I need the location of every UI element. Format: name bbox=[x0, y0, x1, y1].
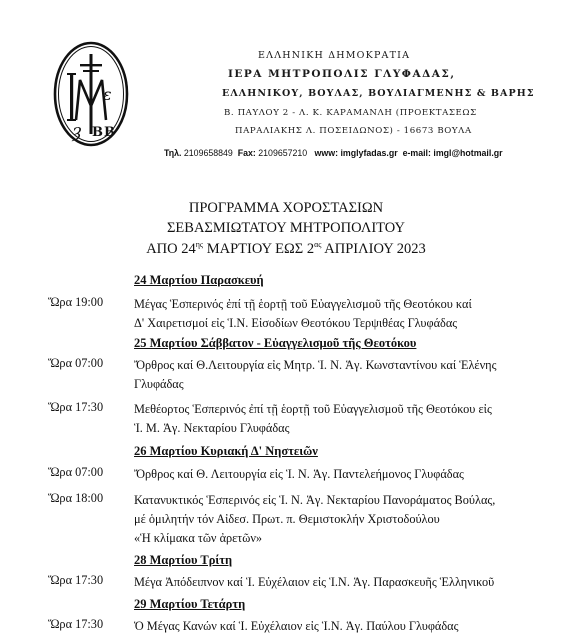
email-link[interactable]: imgl@hotmail.gr bbox=[433, 148, 503, 158]
event-description-line: μέ ὁμιλητήν τόν Αἰδεσ. Πρωτ. π. Θεμιστοκλήν Χριστοδούλου bbox=[134, 512, 440, 526]
event-description-line: Κατανυκτικός Ἑσπερινός εἰς Ἱ. Ν. Ἁγ. Νεκταρίου Πανοράματος Βούλας, bbox=[134, 493, 496, 507]
event-time: Ὥρα 17:30 bbox=[48, 617, 104, 631]
title-line-1: ΠΡΟΓΡΑΜΜΑ ΧΟΡΟΣΤΑΣΙΩΝ bbox=[188, 200, 384, 216]
event-description bbox=[134, 356, 564, 394]
event-description bbox=[134, 491, 564, 548]
fax-label: Fax: bbox=[237, 148, 256, 158]
svg-text:B: B bbox=[92, 125, 103, 140]
header-metropolis: ΙΕΡΑ ΜΗΤΡΟΠΟΛΙΣ ΓΛΥΦΑΔΑΣ, bbox=[228, 68, 456, 80]
event-description-line: «Ἡ κλίμακα τῶν ἀρετῶν» bbox=[134, 531, 263, 545]
www-label: www: bbox=[314, 148, 339, 158]
event-description bbox=[134, 617, 564, 636]
header-areas: ΕΛΛΗΝΙΚΟΥ, ΒΟΥΛΑΣ, ΒΟΥΛΙΑΓΜΕΝΗΣ & ΒΑΡΗΣ bbox=[222, 88, 535, 99]
event-description-line: Ἱ. Μ. Ἁγ. Νεκταρίου Γλυφάδας bbox=[134, 421, 290, 435]
svg-text:ε: ε bbox=[103, 85, 112, 104]
cross-monogram-logo-icon bbox=[52, 40, 130, 148]
schedule-day-heading: 28 Μαρτίου Τρίτη bbox=[134, 553, 233, 567]
title-line-2: ΣΕΒΑΣΜΙΩΤΑΤΟΥ ΜΗΤΡΟΠΟΛΙΤΟΥ bbox=[166, 220, 406, 236]
tel-label: Τηλ. bbox=[164, 148, 182, 158]
event-description bbox=[134, 465, 564, 484]
schedule-day-heading: 24 Μαρτίου Παρασκευή bbox=[134, 273, 264, 287]
header-address-2: ΠΑΡΑΛΙΑΚΗΣ Λ. ΠΟΣΕΙΔΩΝΟΣ) - 16673 ΒΟΥΛΑ bbox=[235, 126, 472, 136]
event-time: Ὥρα 07:00 bbox=[48, 465, 104, 479]
event-description-line: Μεθέορτος Ἑσπερινός ἐπί τῇ ἑορτῇ τοῦ Εὐαγγελισμοῦ τῆς Θεοτόκου εἰς bbox=[134, 402, 492, 416]
event-time: Ὥρα 19:00 bbox=[48, 295, 104, 309]
event-description-line: Ὄρθρος καί Θ. Λειτουργία εἰς Ἱ. Ν. Ἁγ. Παντελεήμονος Γλυφάδας bbox=[134, 467, 464, 481]
event-description bbox=[134, 295, 564, 333]
event-description-line: Ὁ Μέγας Κανών καί Ἱ. Εὐχέλαιον εἰς Ἱ.Ν. Ἁγ. Παύλου Γλυφάδας bbox=[134, 619, 459, 633]
schedule-day-heading: 29 Μαρτίου Τετάρτη bbox=[134, 597, 246, 611]
email-label: e-mail: bbox=[402, 148, 431, 158]
event-description-line: Μέγα Ἀπόδειπνον καί Ἱ. Εὐχέλαιον εἰς Ἱ.Ν. Ἁγ. Παρασκευῆς Ἑλληνικοῦ bbox=[134, 575, 495, 589]
event-time: Ὥρα 07:00 bbox=[48, 356, 104, 370]
event-description-line: Ὄρθρος καί Θ.Λειτουργία εἰς Μητρ. Ἱ. Ν. Ἁγ. Κωνσταντίνου καί Ἑλένης bbox=[134, 358, 497, 372]
svg-text:B: B bbox=[104, 125, 115, 140]
tel-value: 2109658849 bbox=[183, 148, 233, 158]
contact-line bbox=[164, 148, 503, 158]
fax-value: 2109657210 bbox=[258, 148, 308, 158]
event-description bbox=[134, 400, 564, 438]
header-country: ΕΛΛΗΝΙΚΗ ΔΗΜΟΚΡΑΤΙΑ bbox=[258, 50, 411, 61]
event-description-line: Γλυφάδας bbox=[134, 377, 184, 391]
schedule-day-heading: 25 Μαρτίου Σάββατον - Εὐαγγελισμοῦ τῆς Θεοτόκου bbox=[134, 336, 417, 350]
schedule-day-heading: 26 Μαρτίου Κυριακή Δ' Νηστειῶν bbox=[134, 444, 318, 458]
event-time: Ὥρα 17:30 bbox=[48, 400, 104, 414]
title-line-3: ΑΠΟ $24^{\eta\varsigma}$ ΜΑΡΤΙΟΥ ΕΩΣ $2^{\alpha\varsigma}$ ΑΠΡΙΛΙΟΥ 2023 bbox=[146, 240, 426, 257]
event-time: Ὥρα 18:00 bbox=[48, 491, 104, 505]
event-description-line: Μέγας Ἑσπερινός ἐπί τῇ ἑορτῇ τοῦ Εὐαγγελισμοῦ τῆς Θεοτόκου καί bbox=[134, 297, 472, 311]
www-link[interactable]: imglyfadas.gr bbox=[340, 148, 398, 158]
event-time: Ὥρα 17:30 bbox=[48, 573, 104, 587]
svg-text:Ȝ: Ȝ bbox=[72, 124, 82, 142]
event-description-line: Δ' Χαιρετισμοί εἰς Ἱ.Ν. Εἰσοδίων Θεοτόκου Τερψιθέας Γλυφάδας bbox=[134, 316, 458, 330]
event-description bbox=[134, 573, 564, 592]
header-address-1: Β. ΠΑΥΛΟΥ 2 - Λ. Κ. ΚΑΡΑΜΑΝΛΗ (ΠΡΟΕΚΤΑΣΕΩΣ bbox=[224, 108, 477, 118]
